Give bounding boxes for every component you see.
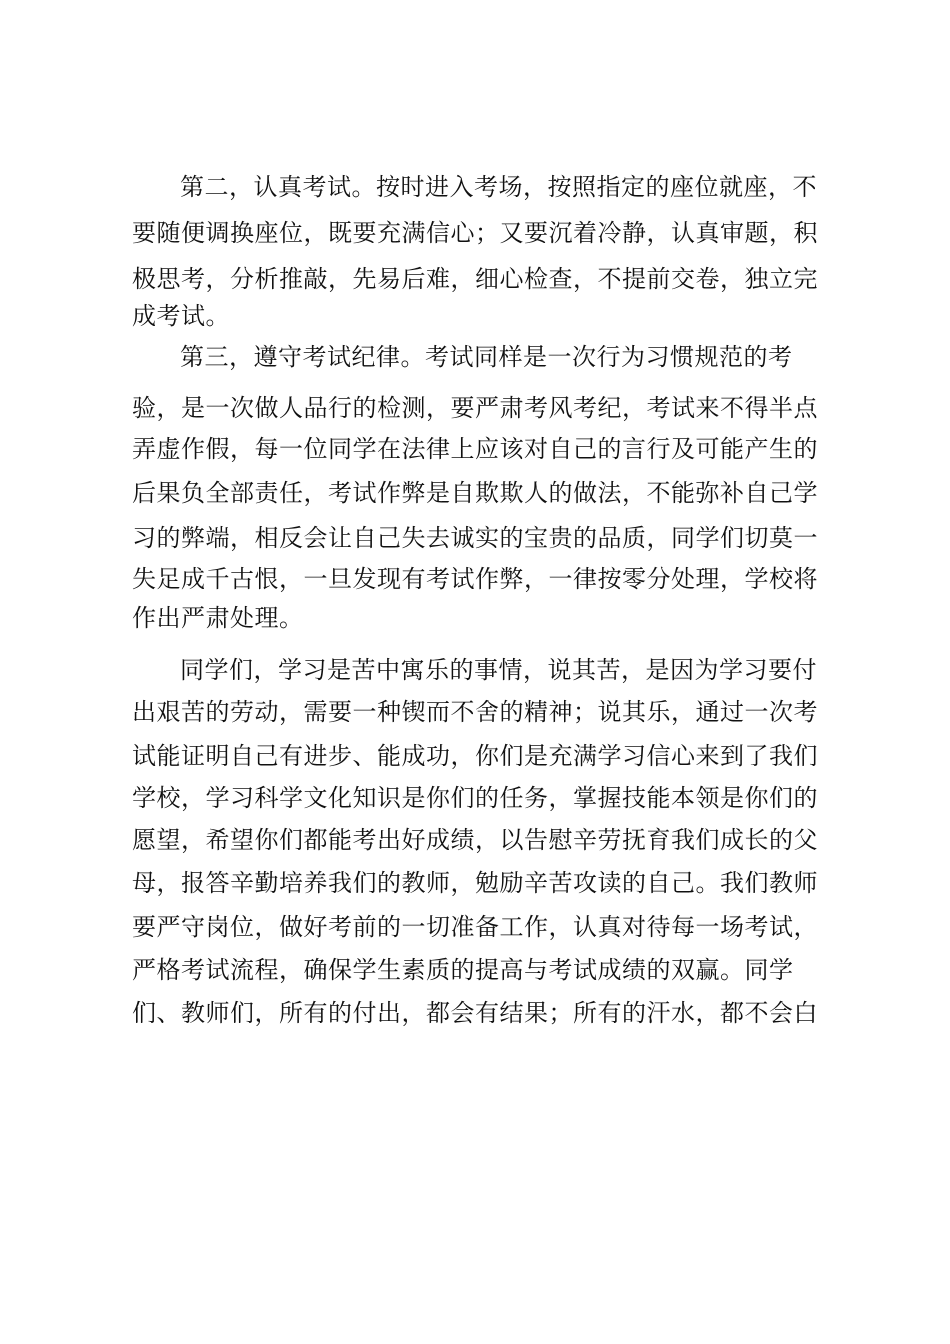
paragraph-3-line-2: 验，是一次做人品行的检测，要严肃考风考纪，考试来不得半点 — [132, 394, 818, 422]
paragraph-3-line-7: 作出严肃处理。 — [132, 604, 304, 632]
paragraph-3-line-5: 习的弊端，相反会让自己失去诚实的宝贵的品质，同学们切莫一 — [132, 524, 818, 552]
paragraph-3-line-6: 失足成千古恨，一旦发现有考试作弊，一律按零分处理，学校将 — [132, 565, 818, 593]
paragraph-4-line-6: 母，报答辛勤培养我们的教师，勉励辛苦攻读的自己。我们教师 — [132, 869, 818, 897]
paragraph-2-line-4: 成考试。 — [132, 302, 230, 330]
paragraph-3-line-4: 后果负全部责任，考试作弊是自欺欺人的做法，不能弥补自己学 — [132, 479, 818, 507]
paragraph-4-line-1: 同学们，学习是苦中寓乐的事情，说其苦，是因为学习要付 — [180, 656, 817, 684]
paragraph-3-line-3: 弄虚作假，每一位同学在法律上应该对自己的言行及可能产生的 — [132, 435, 818, 463]
paragraph-2-line-3: 极思考，分析推敲，先易后难，细心检查，不提前交卷，独立完 — [132, 265, 818, 293]
paragraph-3-line-1: 第三，遵守考试纪律。考试同样是一次行为习惯规范的考 — [180, 343, 793, 371]
paragraph-2-line-2: 要随便调换座位，既要充满信心；又要沉着冷静，认真审题，积 — [132, 219, 818, 247]
paragraph-4-line-3: 试能证明自己有进步、能成功，你们是充满学习信心来到了我们 — [132, 742, 818, 770]
paragraph-4-line-2: 出艰苦的劳动，需要一种锲而不舍的精神；说其乐，通过一次考 — [132, 698, 818, 726]
paragraph-4-line-7: 要严守岗位，做好考前的一切准备工作，认真对待每一场考试， — [132, 913, 818, 941]
paragraph-4-line-4: 学校，学习科学文化知识是你们的任务，掌握技能本领是你们的 — [132, 784, 818, 812]
paragraph-4-line-5: 愿望，希望你们都能考出好成绩，以告慰辛劳抚育我们成长的父 — [132, 826, 818, 854]
paragraph-4-line-9: 们、教师们，所有的付出，都会有结果；所有的汗水，都不会白 — [132, 999, 818, 1027]
paragraph-4-line-8: 严格考试流程，确保学生素质的提高与考试成绩的双赢。同学 — [132, 956, 794, 984]
paragraph-2-line-1: 第二，认真考试。按时进入考场，按照指定的座位就座，不 — [180, 173, 817, 201]
